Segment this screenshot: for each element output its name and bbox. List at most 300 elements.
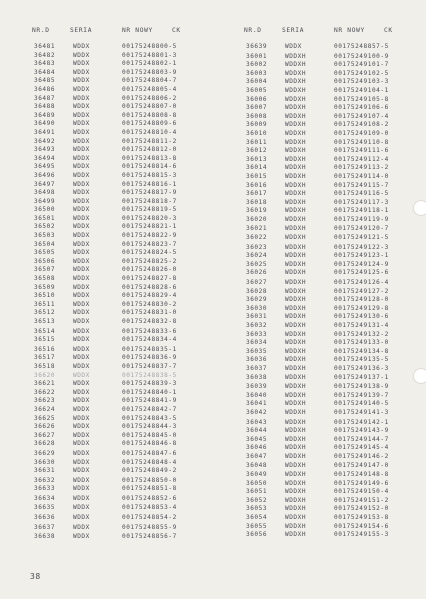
nr-cell: 36493 [34,146,56,154]
nr-nowy-cell: 00175249100-9 [334,52,389,60]
seria-cell: WDDXH [285,435,307,443]
nr-nowy-cell: 00175249138-9 [334,383,389,391]
nr-cell: 36030 [246,304,268,312]
nr-nowy-cell: 00175249142-1 [334,418,389,426]
nr-cell: 36026 [246,269,268,277]
nr-cell: 36056 [246,531,268,539]
nr-cell: 36012 [246,147,268,155]
nr-cell: 36007 [246,104,268,112]
nr-cell: 36009 [246,121,268,129]
nr-cell: 36019 [246,207,268,215]
nr-nowy-cell: 00175249126-4 [334,279,389,287]
nr-nowy-cell: 00175248845-0 [122,431,177,439]
nr-cell: 36045 [246,435,268,443]
nr-nowy-cell: 00175248805-4 [122,85,177,93]
seria-cell: WDDXH [285,514,307,522]
nr-nowy-cell: 00175248851-8 [122,485,177,493]
nr-cell: 36518 [34,362,56,370]
nr-cell: 36508 [34,275,56,283]
seria-cell: WDDX [73,504,90,512]
header-ck: CK [384,27,393,34]
seria-cell: WDDX [73,362,90,370]
nr-nowy-cell: 00175248820-3 [122,214,177,222]
nr-nowy-cell: 00175249150-4 [334,488,389,496]
nr-nowy-cell: 00175249146-2 [334,452,389,460]
seria-cell: WDDXH [285,531,307,539]
seria-cell: WDDXH [285,408,307,416]
nr-nowy-cell: 00175249109-0 [334,129,389,137]
seria-cell: WDDX [73,111,90,119]
nr-nowy-cell: 00175248806-2 [122,94,177,102]
nr-cell: 36625 [34,414,56,422]
nr-nowy-cell: 00175248855-9 [122,523,177,531]
seria-cell: WDDXH [285,252,307,260]
nr-nowy-cell: 00175249148-8 [334,471,389,479]
nr-nowy-cell: 00175249132-2 [334,330,389,338]
nr-cell: 36049 [246,471,268,479]
nr-cell: 36039 [246,383,268,391]
nr-nowy-cell: 00175248815-3 [122,171,177,179]
seria-cell: WDDXH [285,225,307,233]
nr-nowy-cell: 00175249123-1 [334,252,389,260]
seria-cell: WDDX [73,60,90,68]
nr-nowy-cell: 00175248841-9 [122,397,177,405]
seria-cell: WDDXH [285,488,307,496]
nr-cell: 36023 [246,243,268,251]
nr-cell: 36626 [34,423,56,431]
seria-cell: WDDX [73,180,90,188]
seria-cell: WDDXH [285,313,307,321]
nr-nowy-cell: 00175248853-4 [122,504,177,512]
nr-cell: 36044 [246,427,268,435]
nr-nowy-cell: 00175249116-5 [334,190,389,198]
seria-cell: WDDXH [285,121,307,129]
nr-cell: 36497 [34,180,56,188]
seria-cell: WDDX [73,206,90,214]
nr-nowy-cell: 00175248826-0 [122,266,177,274]
seria-cell: WDDX [73,94,90,102]
nr-cell: 36040 [246,391,268,399]
nr-cell: 36628 [34,440,56,448]
nr-cell: 36032 [246,322,268,329]
seria-cell: WDDXH [285,461,307,469]
nr-cell: 36008 [246,112,268,120]
nr-cell: 36515 [34,336,56,344]
nr-nowy-cell: 00175249105-8 [334,95,389,103]
nr-cell: 36503 [34,232,56,240]
nr-nowy-cell: 00175248816-1 [122,180,177,188]
nr-nowy-cell: 00175249133-0 [334,339,389,347]
nr-cell: 36489 [34,111,56,119]
seria-cell: WDDX [73,345,90,353]
nr-cell: 36050 [246,479,268,487]
seria-cell: WDDXH [285,330,307,338]
nr-nowy-cell: 00175249128-0 [334,296,389,304]
nr-cell: 36630 [34,458,56,466]
nr-nowy-cell: 00175248814-6 [122,163,177,171]
nr-cell: 36006 [246,95,268,103]
seria-cell: WDDX [73,171,90,179]
nr-nowy-cell: 00175248849-2 [122,467,177,475]
nr-nowy-cell: 00175248802-1 [122,60,177,68]
seria-cell: WDDX [73,128,90,136]
nr-cell: 36620 [34,371,56,379]
nr-nowy-cell: 00175248832-8 [122,318,177,325]
nr-cell: 36510 [34,292,56,300]
seria-cell: WDDX [73,431,90,439]
nr-cell: 36016 [246,181,268,189]
seria-cell: WDDXH [285,427,307,435]
seria-cell: WDDXH [285,104,307,112]
nr-cell: 36499 [34,197,56,205]
seria-cell: WDDX [73,388,90,396]
seria-cell: WDDX [73,440,90,448]
nr-nowy-cell: 00175248811-2 [122,137,177,145]
nr-nowy-cell: 00175249145-4 [334,444,389,452]
seria-cell: WDDX [73,223,90,231]
seria-cell: WDDX [73,240,90,248]
seria-cell: WDDXH [285,279,307,287]
nr-nowy-cell: 00175248839-3 [122,380,177,388]
nr-nowy-cell: 00175248852-6 [122,494,177,502]
seria-cell: WDDXH [285,471,307,479]
nr-cell: 36024 [246,252,268,260]
nr-nowy-cell: 00175249104-1 [334,86,389,94]
nr-nowy-cell: 00175248857-5 [334,43,389,50]
nr-cell: 36029 [246,296,268,304]
nr-nowy-cell: 00175249113-2 [334,164,389,172]
nr-cell: 36002 [246,61,268,69]
seria-cell: WDDX [73,449,90,457]
nr-cell: 36638 [34,533,56,541]
nr-nowy-cell: 00175248830-2 [122,300,177,308]
nr-cell: 36038 [246,373,268,381]
nr-cell: 36629 [34,449,56,457]
nr-cell: 36482 [34,51,56,59]
nr-nowy-cell: 00175249111-6 [334,147,389,155]
seria-cell: WDDX [73,77,90,85]
nr-nowy-cell: 00175249129-8 [334,304,389,312]
seria-cell: WDDXH [285,304,307,312]
header-nr: NR.D [32,27,50,34]
seria-cell: WDDX [73,197,90,205]
nr-cell: 36028 [246,287,268,295]
nr-cell: 36636 [34,514,56,522]
seria-cell: WDDXH [285,129,307,137]
seria-cell: WDDX [73,336,90,344]
nr-cell: 36013 [246,155,268,163]
seria-cell: WDDXH [285,452,307,460]
seria-cell: WDDX [73,523,90,531]
nr-nowy-cell: 00175248818-7 [122,197,177,205]
seria-cell: WDDXH [285,61,307,69]
seria-cell: WDDX [73,292,90,300]
nr-nowy-cell: 00175249124-9 [334,260,389,268]
seria-cell: WDDX [73,467,90,475]
nr-cell: 36500 [34,206,56,214]
nr-cell: 36010 [246,129,268,137]
nr-cell: 36639 [246,43,268,50]
nr-nowy-cell: 00175249127-2 [334,287,389,295]
nr-nowy-cell: 00175249103-3 [334,78,389,86]
header-nr: NR.D [244,27,262,34]
nr-cell: 36485 [34,77,56,85]
seria-cell: WDDXH [285,444,307,452]
seria-cell: WDDXH [285,69,307,77]
nr-nowy-cell: 00175248824-5 [122,249,177,257]
nr-cell: 36486 [34,85,56,93]
nr-nowy-cell: 00175248819-5 [122,206,177,214]
nr-nowy-cell: 00175249110-8 [334,138,389,146]
nr-cell: 36490 [34,120,56,128]
nr-cell: 36020 [246,215,268,223]
nr-cell: 36055 [246,522,268,530]
nr-nowy-cell: 00175248822-9 [122,232,177,240]
seria-cell: WDDXH [285,260,307,268]
nr-nowy-cell: 00175249115-7 [334,181,389,189]
nr-nowy-cell: 00175248821-1 [122,223,177,231]
seria-cell: WDDX [73,214,90,222]
punch-hole-lower [413,368,426,384]
seria-cell: WDDXH [285,373,307,381]
nr-nowy-cell: 00175249125-6 [334,269,389,277]
nr-nowy-cell: 00175249118-1 [334,207,389,215]
nr-nowy-cell: 00175248854-2 [122,514,177,522]
nr-nowy-cell: 00175248828-6 [122,283,177,291]
seria-cell: WDDX [73,68,90,76]
page-number: 38 [30,572,41,581]
seria-cell: WDDX [73,154,90,162]
nr-nowy-cell: 00175249117-3 [334,198,389,206]
nr-nowy-cell: 00175248846-8 [122,440,177,448]
nr-cell: 36631 [34,467,56,475]
nr-nowy-cell: 00175249147-0 [334,461,389,469]
nr-cell: 36047 [246,452,268,460]
nr-cell: 36513 [34,318,56,325]
header-seria: SERIA [282,27,305,34]
nr-cell: 36484 [34,68,56,76]
seria-cell: WDDX [73,309,90,317]
nr-nowy-cell: 00175248803-9 [122,68,177,76]
nr-cell: 36633 [34,485,56,493]
nr-cell: 36015 [246,172,268,180]
nr-nowy-cell: 00175249101-7 [334,61,389,69]
nr-nowy-cell: 00175249106-6 [334,104,389,112]
header-ck: CK [172,27,181,34]
seria-cell: WDDX [73,380,90,388]
nr-cell: 36504 [34,240,56,248]
seria-cell: WDDX [73,354,90,362]
nr-nowy-cell: 00175248834-4 [122,336,177,344]
nr-cell: 36512 [34,309,56,317]
seria-cell: WDDXH [285,138,307,146]
nr-cell: 36494 [34,154,56,162]
header-nr-nowy: NR NOWY [122,27,153,34]
seria-cell: WDDXH [285,364,307,372]
seria-cell: WDDX [73,514,90,522]
seria-cell: WDDX [73,189,90,197]
nr-cell: 36014 [246,164,268,172]
nr-nowy-cell: 00175249144-7 [334,435,389,443]
seria-cell: WDDXH [285,479,307,487]
nr-cell: 36003 [246,69,268,77]
nr-cell: 36011 [246,138,268,146]
seria-cell: WDDX [73,485,90,493]
seria-cell: WDDXH [285,496,307,504]
nr-nowy-cell: 00175249114-0 [334,172,389,180]
nr-cell: 36035 [246,347,268,355]
nr-cell: 36021 [246,225,268,233]
seria-cell: WDDX [73,275,90,283]
nr-cell: 36502 [34,223,56,231]
seria-cell: WDDXH [285,383,307,391]
seria-cell: WDDXH [285,243,307,251]
seria-cell: WDDXH [285,234,307,242]
nr-nowy-cell: 00175248847-6 [122,449,177,457]
nr-cell: 36036 [246,356,268,364]
nr-nowy-cell: 00175249119-9 [334,215,389,223]
seria-cell: WDDXH [285,269,307,277]
nr-nowy-cell: 00175248835-1 [122,345,177,353]
nr-nowy-cell: 00175248809-6 [122,120,177,128]
seria-cell: WDDX [73,146,90,154]
nr-nowy-cell: 00175249140-5 [334,400,389,408]
nr-nowy-cell: 00175248808-8 [122,111,177,119]
seria-cell: WDDXH [285,164,307,172]
nr-cell: 36634 [34,494,56,502]
seria-cell: WDDXH [285,287,307,295]
nr-nowy-cell: 00175248842-7 [122,405,177,413]
seria-cell: WDDX [73,476,90,484]
nr-cell: 36027 [246,279,268,287]
seria-cell: WDDXH [285,505,307,513]
nr-cell: 36492 [34,137,56,145]
nr-nowy-cell: 00175249102-5 [334,69,389,77]
nr-nowy-cell: 00175248817-9 [122,189,177,197]
nr-nowy-cell: 00175248837-7 [122,362,177,370]
seria-cell: WDDXH [285,198,307,206]
nr-nowy-cell: 00175249151-2 [334,496,389,504]
nr-nowy-cell: 00175249136-3 [334,364,389,372]
nr-nowy-cell: 00175249149-6 [334,479,389,487]
nr-nowy-cell: 00175249130-6 [334,313,389,321]
seria-cell: WDDX [73,494,90,502]
seria-cell: WDDXH [285,86,307,94]
nr-nowy-cell: 00175249120-7 [334,225,389,233]
nr-cell: 36048 [246,461,268,469]
seria-cell: WDDXH [285,95,307,103]
nr-cell: 36491 [34,128,56,136]
punch-hole-upper [413,200,426,216]
nr-cell: 36052 [246,496,268,504]
nr-nowy-cell: 00175249134-8 [334,347,389,355]
seria-cell: WDDXH [285,78,307,86]
nr-nowy-cell: 00175249143-9 [334,427,389,435]
nr-cell: 36495 [34,163,56,171]
seria-cell: WDDX [73,405,90,413]
nr-cell: 36017 [246,190,268,198]
nr-cell: 36632 [34,476,56,484]
nr-cell: 36516 [34,345,56,353]
seria-cell: WDDX [73,257,90,265]
seria-cell: WDDX [73,103,90,111]
seria-cell: WDDXH [285,391,307,399]
nr-nowy-cell: 00175248800-5 [122,43,177,50]
nr-nowy-cell: 00175248825-2 [122,257,177,265]
nr-cell: 36637 [34,523,56,531]
nr-cell: 36501 [34,214,56,222]
seria-cell: WDDX [73,163,90,171]
nr-cell: 36509 [34,283,56,291]
nr-nowy-cell: 00175248838-5 [122,371,177,379]
nr-nowy-cell: 00175248843-5 [122,414,177,422]
nr-cell: 36487 [34,94,56,102]
seria-cell: WDDXH [285,147,307,155]
seria-cell: WDDXH [285,296,307,304]
seria-cell: WDDX [73,283,90,291]
seria-cell: WDDXH [285,181,307,189]
nr-cell: 36053 [246,505,268,513]
seria-cell: WDDX [73,318,90,325]
nr-nowy-cell: 00175248827-8 [122,275,177,283]
seria-cell: WDDX [73,51,90,59]
seria-cell: WDDXH [285,190,307,198]
seria-cell: WDDX [73,458,90,466]
nr-nowy-cell: 00175248831-0 [122,309,177,317]
seria-cell: WDDXH [285,155,307,163]
nr-nowy-cell: 00175248840-1 [122,388,177,396]
nr-cell: 36624 [34,405,56,413]
seria-cell: WDDX [73,120,90,128]
nr-cell: 36034 [246,339,268,347]
header-seria: SERIA [70,27,93,34]
nr-nowy-cell: 00175248836-9 [122,354,177,362]
seria-cell: WDDX [285,43,302,50]
nr-nowy-cell: 00175248833-6 [122,327,177,335]
seria-cell: WDDXH [285,215,307,223]
nr-cell: 36488 [34,103,56,111]
nr-nowy-cell: 00175249141-3 [334,408,389,416]
nr-cell: 36506 [34,257,56,265]
nr-nowy-cell: 00175249152-0 [334,505,389,513]
header-nr-nowy: NR NOWY [334,27,365,34]
nr-cell: 36498 [34,189,56,197]
seria-cell: WDDX [73,397,90,405]
nr-nowy-cell: 00175248848-4 [122,458,177,466]
nr-cell: 36043 [246,418,268,426]
nr-nowy-cell: 00175248812-0 [122,146,177,154]
seria-cell: WDDXH [285,52,307,60]
seria-cell: WDDX [73,371,90,379]
nr-cell: 36054 [246,514,268,522]
seria-cell: WDDX [73,266,90,274]
nr-cell: 36623 [34,397,56,405]
nr-cell: 36025 [246,260,268,268]
seria-cell: WDDXH [285,347,307,355]
nr-nowy-cell: 00175248813-8 [122,154,177,162]
seria-cell: WDDX [73,300,90,308]
nr-cell: 36496 [34,171,56,179]
seria-cell: WDDXH [285,322,307,329]
seria-cell: WDDX [73,232,90,240]
nr-cell: 36622 [34,388,56,396]
nr-nowy-cell: 00175248823-7 [122,240,177,248]
nr-cell: 36005 [246,86,268,94]
seria-cell: WDDXH [285,400,307,408]
nr-cell: 36046 [246,444,268,452]
seria-cell: WDDXH [285,207,307,215]
nr-cell: 36004 [246,78,268,86]
